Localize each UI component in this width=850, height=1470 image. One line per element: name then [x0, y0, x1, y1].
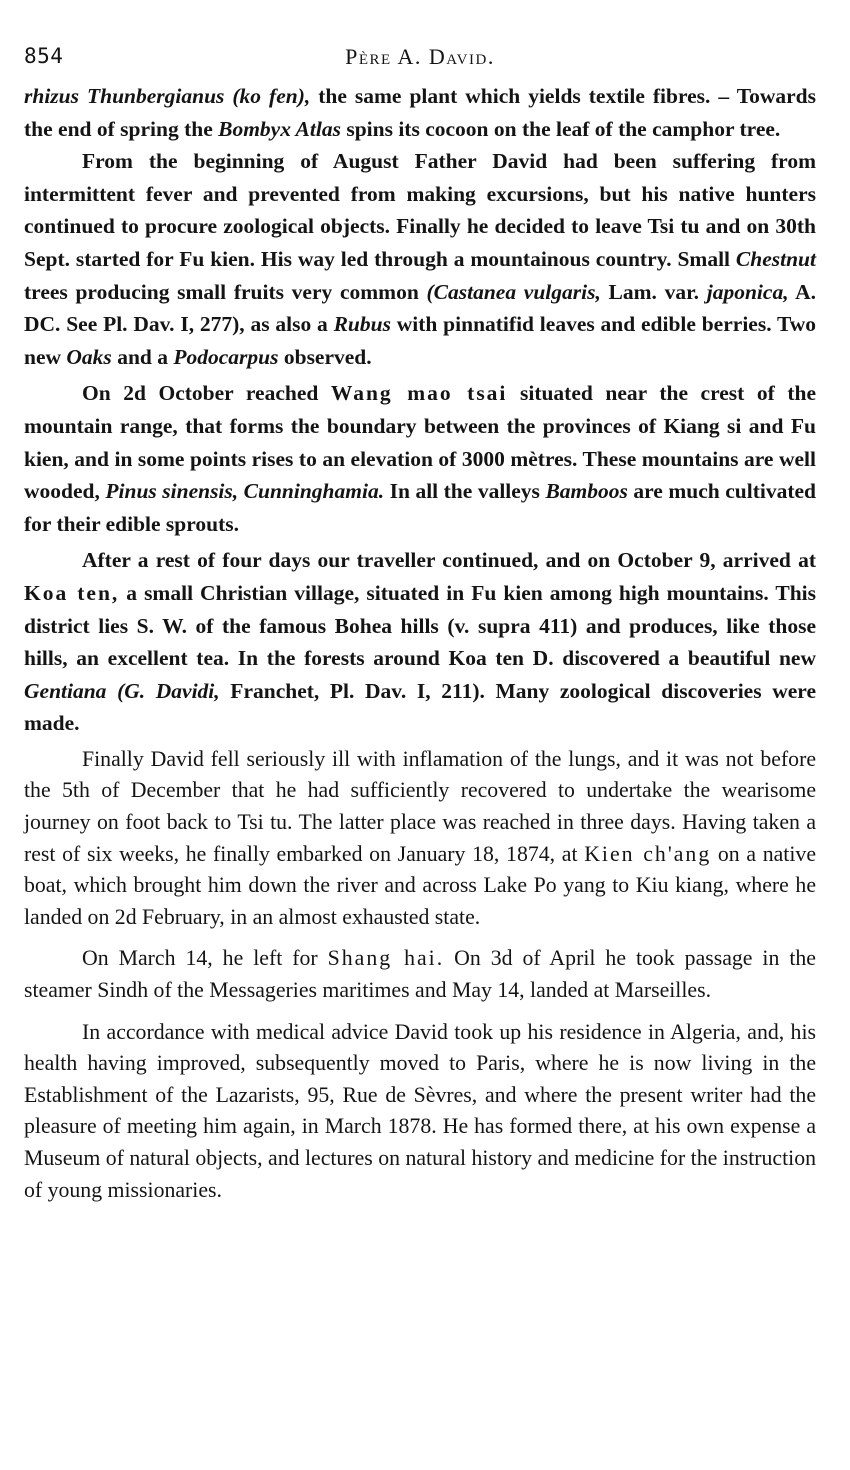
text-run: Lam. var.: [600, 279, 707, 304]
spaced-place-name: Koa ten,: [24, 580, 120, 605]
spaced-place-name: Shang hai.: [327, 946, 445, 971]
text-run: trees producing small fruits very common: [24, 279, 427, 304]
text-run: On March 14, he left for: [82, 946, 328, 971]
running-title: Père A. David.: [345, 44, 495, 69]
text-run: spins its cocoon on the leaf of the camphor tree.: [340, 116, 781, 141]
text-run: A. DC. See Pl. Dav. I, 277), as also a: [24, 279, 816, 337]
text-run: Franchet, Pl. Dav. I, 211). Many zoological discoveries were made.: [24, 678, 816, 736]
text-run: a small Christian village, situated in Fu kien among high mountains. This district lies S. W. of the famous Bohea hills (v. supra 411) and produces, like those hills, an excellent tea. In the forests around Koa ten D. discovered a beautiful new: [24, 580, 816, 671]
text-run: On 3d of April he took passage in the steamer Sindh of the Messageries maritimes and May 14, landed at Marseilles.: [24, 946, 816, 1003]
paragraph-3: [24, 377, 816, 540]
text-run: After a rest of four days our traveller continued, and on October 9, arrived at: [82, 548, 816, 573]
italic-text: Bamboos: [545, 479, 628, 504]
text-run: In all the valleys: [384, 479, 546, 504]
text-run: observed.: [278, 344, 372, 369]
paragraph-5: [24, 744, 816, 934]
paragraph-1: [24, 80, 816, 145]
italic-text: japonica,: [706, 279, 789, 304]
text-run: on a native boat, which brought him down the river and across Lake Po yang to Kiu kiang, where he landed on 2d February, in an almost exhausted state.: [24, 841, 816, 929]
paragraph-7: [24, 1017, 816, 1207]
text-run: Finally David fell seriously ill with inflamation of the lungs, and it was not before the 5th of December that he had sufficiently recovered to undertake the wearisome journey on foot back to Tsi tu. The latter place was reached in three days. Having taken a rest of six weeks, he finally embarked on January 18, 1874, at: [24, 746, 816, 866]
spaced-place-name: Kien ch'ang: [584, 841, 712, 866]
spaced-place-name: Wang mao tsai: [330, 381, 508, 406]
text-run: situated near the crest of the mountain range, that forms the boundary between the provinces of Kiang si and Fu kien, and in some points rises to an elevation of 3000 mètres. These mountains are well wooded,: [24, 381, 816, 504]
italic-text: Oaks: [66, 344, 112, 369]
body-text-regular: [24, 744, 816, 1206]
body-text-bold: [24, 80, 816, 740]
italic-text: rhizus Thunbergianus (ko fen),: [24, 84, 311, 108]
text-run: On 2d October reached: [82, 381, 331, 406]
text-run: and a: [111, 344, 174, 369]
italic-text: (Castanea vulgaris,: [426, 279, 601, 304]
text-run: with pinnatifid leaves and edible berries. Two new: [24, 312, 817, 369]
running-head: [24, 40, 816, 80]
italic-text: Chestnut: [735, 246, 816, 271]
paragraph-2: [24, 145, 816, 373]
book-page: [24, 40, 816, 1206]
italic-text: Pinus sinensis, Cunninghamia.: [105, 479, 385, 504]
text-run: From the beginning of August Father David had been suffering from intermittent fever and prevented from making excursions, but his native hunters continued to procure zoological objects. Finally he decided to leave Tsi tu and on 30th Sept. started for Fu kien. His way led through a mountainous country. Small: [24, 149, 816, 271]
italic-text: Rubus: [333, 312, 391, 337]
paragraph-4: [24, 544, 816, 740]
paragraph-6: [24, 943, 816, 1006]
text-run: are much cultivated for their edible sprouts.: [24, 479, 816, 536]
italic-text: Gentiana (G. Davidi,: [24, 678, 220, 703]
italic-text: Podocarpus: [173, 344, 279, 369]
text-run: the same plant which yields textile fibres. – Towards the end of spring the: [24, 84, 816, 141]
italic-text: Bombyx Atlas: [218, 116, 341, 141]
text-run: In accordance with medical advice David took up his residence in Algeria, and, his health having improved, subsequently moved to Paris, where he is now living in the Establishment of the Lazarists, 95, Rue de Sèvres, and where the present writer had the pleasure of meeting him again, in March 1878. He has formed there, at his own expense a Museum of natural objects, and lectures on natural history and medicine for the instruction of young missionaries.: [24, 1019, 816, 1202]
page-number: 854: [24, 44, 64, 68]
